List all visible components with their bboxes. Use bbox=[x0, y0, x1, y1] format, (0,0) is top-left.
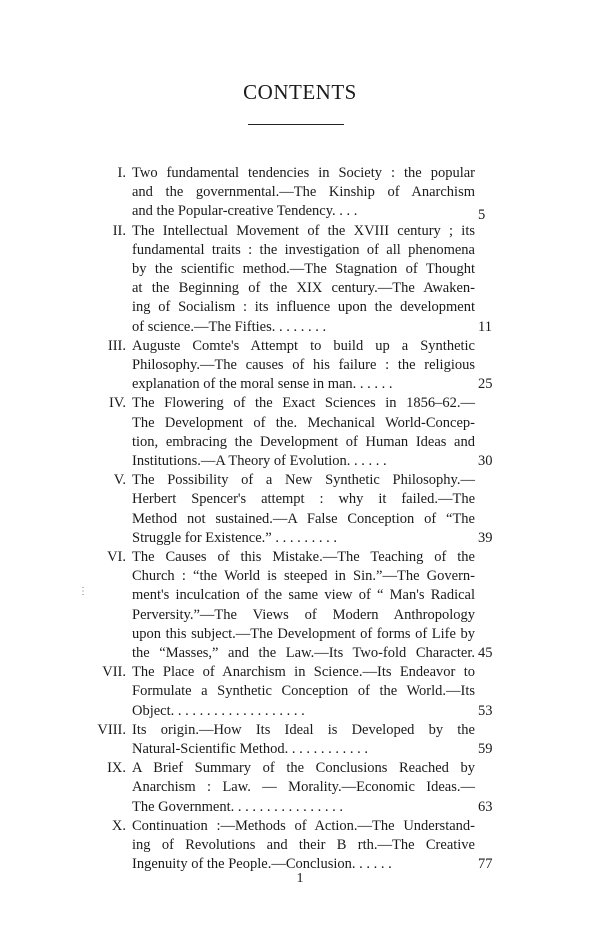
entry-line: and the governmental.—The Kinship of Anarchism bbox=[132, 184, 475, 201]
page-number: 11 bbox=[478, 318, 492, 335]
entry-line: Perversity.”—The Views of Modern Anthropology bbox=[132, 606, 475, 623]
entry-line: Natural-Scientific Method. . . . . . . . . . . . bbox=[132, 740, 368, 757]
entry-line: ing of Revolutions and their B rth.—The Creative bbox=[132, 836, 475, 853]
chapter-description bbox=[132, 337, 475, 395]
entry-line: Anarchism : Law. — Morality.—Economic Ideas.— bbox=[132, 779, 475, 796]
contents-heading: CONTENTS bbox=[243, 80, 357, 104]
entry-line: Formulate a Synthetic Conception of the World.—Its bbox=[132, 683, 475, 700]
margin-speck: ⋮ bbox=[78, 586, 88, 597]
chapter-number: V. bbox=[113, 472, 126, 489]
chapter-description bbox=[132, 817, 475, 875]
chapter-description bbox=[132, 759, 475, 817]
entry-line: Institutions.—A Theory of Evolution. . . . . . bbox=[132, 452, 387, 469]
page-number: 39 bbox=[478, 529, 493, 546]
page-number: 77 bbox=[478, 856, 493, 873]
chapter-number: III. bbox=[107, 337, 126, 354]
heading-rule bbox=[248, 124, 344, 125]
entry-line: Auguste Comte's Attempt to build up a Synthetic bbox=[132, 337, 475, 354]
chapter-description bbox=[132, 222, 475, 337]
entry-line: The Government. . . . . . . . . . . . . . . . bbox=[132, 798, 344, 815]
chapter-number: IV. bbox=[108, 395, 126, 412]
entry-line: upon this subject.—The Development of forms of Life by bbox=[132, 625, 475, 642]
page-number: 59 bbox=[478, 740, 493, 757]
chapter-description bbox=[132, 164, 475, 222]
entry-line: Herbert Spencer's attempt : why it failed.—The bbox=[132, 491, 475, 508]
entry-line: the “Masses,” and the Law.—Its Two-fold Character. bbox=[132, 644, 475, 661]
entry-line: The Possibility of a New Synthetic Philosophy.— bbox=[132, 472, 475, 489]
entry-line: Two fundamental tendencies in Society : the popular bbox=[132, 165, 475, 181]
entry-line: The Place of Anarchism in Science.—Its Endeavor to bbox=[132, 664, 475, 681]
entry-line: fundamental traits : the investigation of all phenomena bbox=[132, 241, 475, 258]
entry-line: ing of Socialism : its influence upon the development bbox=[132, 299, 475, 316]
chapter-number: VII. bbox=[102, 664, 126, 681]
chapter-description bbox=[132, 721, 475, 759]
page-number: 5 bbox=[478, 207, 486, 223]
entry-line: Object. . . . . . . . . . . . . . . . . . . bbox=[132, 702, 305, 719]
chapter-description bbox=[132, 394, 475, 471]
entry-line: ment's inculcation of the same view of “ Man's Radical bbox=[132, 587, 475, 604]
entry-line: The Development of the. Mechanical World-Concep- bbox=[132, 414, 475, 431]
entry-line: of science.—The Fifties. . . . . . . . bbox=[132, 318, 327, 335]
chapter-number: VI. bbox=[107, 549, 126, 565]
entry-line: at the Beginning of the XIX century.—The Awaken- bbox=[132, 280, 475, 297]
entry-line: Philosophy.—The causes of his failure : the religious bbox=[132, 356, 475, 373]
entry-line: explanation of the moral sense in man. . . . . . bbox=[132, 376, 393, 393]
entry-line: A Brief Summary of the Conclusions Reached by bbox=[132, 760, 475, 777]
entry-line: by the scientific method.—The Stagnation of Thought bbox=[132, 260, 475, 277]
page-number: 45 bbox=[478, 645, 493, 661]
entry-line: Church : “the World is steeped in Sin.”—The Govern- bbox=[132, 568, 475, 585]
entry-line: and the Popular-creative Tendency. . . . bbox=[132, 203, 358, 220]
chapter-description bbox=[132, 663, 475, 721]
page-number: 30 bbox=[478, 452, 493, 469]
chapter-number: II. bbox=[112, 222, 126, 239]
entry-line: Its origin.—How Its Ideal is Developed by the bbox=[132, 721, 475, 738]
entry-line: Method not sustained.—A False Conception of “The bbox=[132, 510, 475, 527]
entry-line: The Intellectual Movement of the XVIII century ; its bbox=[132, 222, 475, 239]
chapter-number: I. bbox=[117, 165, 126, 181]
entry-line: Ingenuity of the People.—Conclusion. . . . . . bbox=[132, 856, 392, 873]
chapter-description bbox=[132, 471, 475, 548]
entry-line: Struggle for Existence.” . . . . . . . . . bbox=[132, 529, 337, 546]
entry-line: Continuation :—Methods of Action.—The Understand- bbox=[132, 817, 475, 834]
chapter-number: IX. bbox=[107, 760, 126, 777]
entry-line: The Causes of this Mistake.—The Teaching of the bbox=[132, 549, 475, 565]
folio-number: 1 bbox=[296, 871, 304, 886]
entry-line: The Flowering of the Exact Sciences in 1856–62.— bbox=[132, 395, 475, 412]
page-number: 63 bbox=[478, 798, 493, 815]
chapter-number: VIII. bbox=[97, 721, 126, 738]
page-number: 25 bbox=[478, 376, 493, 393]
page-number: 53 bbox=[478, 702, 493, 719]
chapter-number: X. bbox=[111, 817, 126, 834]
chapter-description bbox=[132, 548, 475, 663]
entry-line: tion, embracing the Development of Human Ideas and bbox=[132, 433, 475, 450]
